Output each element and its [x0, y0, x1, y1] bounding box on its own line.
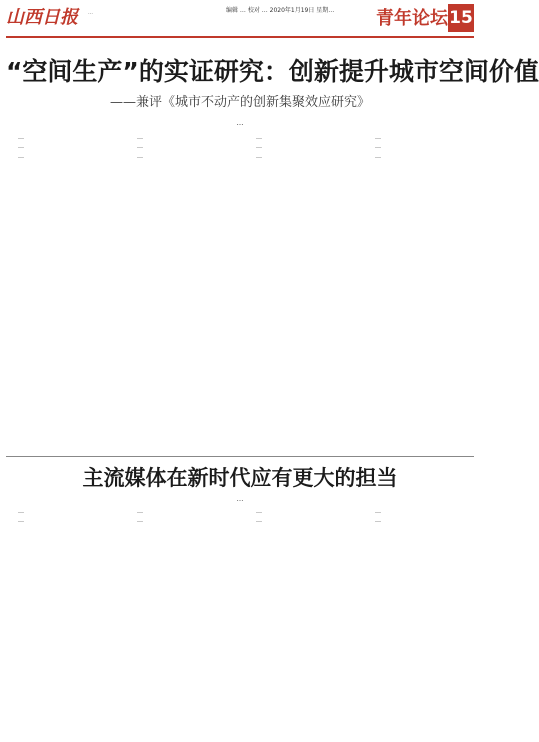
paragraph: … — [137, 508, 143, 515]
section-title: 青年论坛 — [376, 8, 448, 29]
paragraph: … — [256, 508, 262, 515]
paragraph: … — [375, 508, 381, 515]
paragraph: … — [256, 517, 262, 525]
paragraph: … — [18, 152, 24, 160]
paragraph: … — [375, 152, 381, 160]
article1-byline: … — [236, 119, 244, 127]
article1-subtitle: ——兼评《城市不动产的创新集聚效应研究》 — [109, 95, 370, 110]
masthead-rule — [6, 36, 474, 38]
article1-headline: “空间生产”的实证研究：创新提升城市空间价值 — [6, 57, 539, 86]
paragraph: … — [137, 134, 143, 141]
paragraph: … — [137, 152, 143, 160]
article1-body — [6, 134, 474, 448]
paragraph: … — [18, 508, 24, 515]
masthead — [6, 4, 474, 34]
article2-column-4 — [363, 508, 473, 736]
paragraph: … — [375, 143, 381, 151]
article1-column-3 — [244, 134, 354, 448]
paragraph: … — [256, 134, 262, 141]
article1-column-4 — [363, 134, 473, 448]
article1-column-2 — [125, 134, 235, 448]
article2-column-1 — [6, 508, 116, 736]
paragraph: … — [375, 134, 381, 141]
paragraph: … — [137, 143, 143, 151]
paragraph: … — [256, 152, 262, 160]
paragraph: … — [18, 517, 24, 525]
edition-info: 编辑 … 校对 … 2020年1月19日 星期… — [226, 7, 335, 14]
paragraph: … — [375, 517, 381, 525]
article2-headline: 主流媒体在新时代应有更大的担当 — [82, 466, 398, 490]
article2-column-2 — [125, 508, 235, 736]
paragraph: … — [256, 143, 262, 151]
article2-column-3 — [244, 508, 354, 736]
logo-subtext: … — [88, 10, 93, 16]
article-divider — [6, 456, 474, 457]
newspaper-logo: 山西日报 — [6, 7, 78, 28]
paragraph: … — [18, 134, 24, 141]
paragraph: … — [137, 517, 143, 525]
paragraph: … — [18, 143, 24, 151]
article2-body — [6, 508, 474, 736]
article1-column-1 — [6, 134, 116, 448]
article2-byline: … — [236, 495, 244, 503]
page-number: 15 — [448, 4, 474, 32]
